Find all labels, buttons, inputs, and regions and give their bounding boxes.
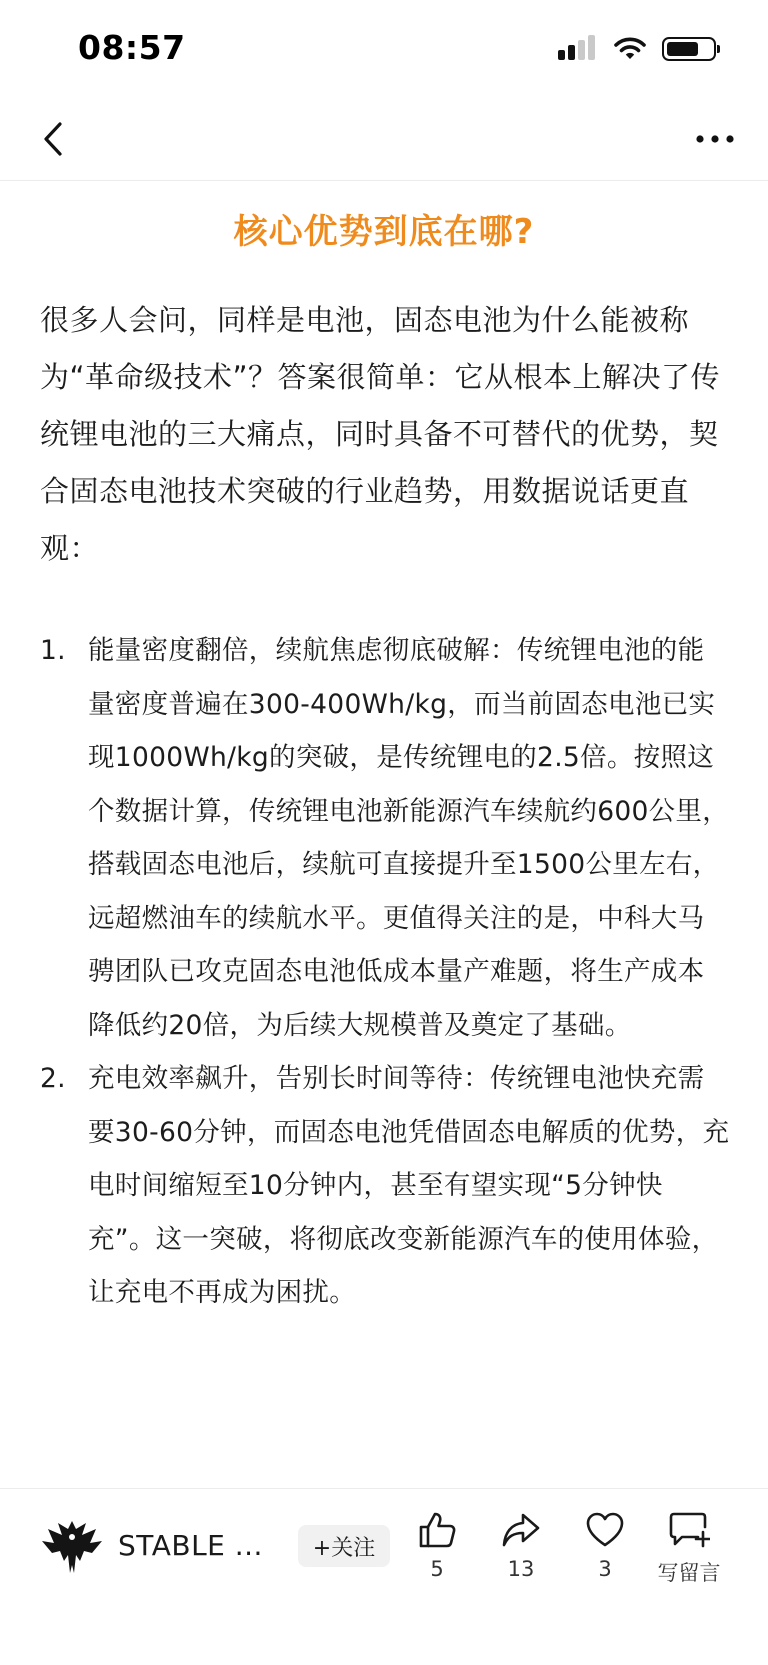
battery-icon — [662, 37, 716, 61]
cellular-signal-icon — [558, 36, 598, 62]
more-button[interactable] — [690, 114, 740, 164]
favorite-count: 3 — [598, 1557, 612, 1581]
status-icons — [558, 36, 716, 62]
article-section-title: 核心优势到底在哪? — [233, 212, 535, 252]
like-count: 5 — [430, 1557, 444, 1581]
heart-icon — [585, 1511, 625, 1549]
list-item-text: 充电效率飙升，告别长时间等待：传统锂电池快充需要30-60分钟，而固态电池凭借固态电解质的优势，充电时间缩短至10分钟内，甚至有望实现“5分钟快充”。这一突破，将彻底改变新能源汽车的使用体验，让充电不再成为困扰。 — [88, 1063, 730, 1308]
eagle-logo-icon — [40, 1515, 104, 1579]
nav-bar — [0, 100, 768, 181]
list-item — [0, 1052, 768, 1320]
list-item-number: 1. — [40, 635, 66, 666]
list-item-number: 2. — [40, 1063, 66, 1094]
favorite-button[interactable] — [565, 1511, 645, 1581]
author-avatar[interactable] — [40, 1515, 104, 1579]
thumbs-up-icon — [417, 1511, 457, 1549]
status-bar — [0, 0, 768, 100]
advantage-list — [0, 624, 768, 1320]
list-item-text: 能量密度翻倍，续航焦虑彻底破解：传统锂电池的能量密度普遍在300-400Wh/kg，而当前固态电池已实现1000Wh/kg的突破，是传统锂电的2.5倍。按照这个数据计算，传统锂电池新能源汽车续航约600公里，搭载固态电池后，续航可直接提升至1500公里左右，远超燃油车的续航水平。更值得关注的是，中科大马骋团队已攻克固态电池低成本量产难题，将生产成本降低约20倍，为后续大规模普及奠定了基础。 — [88, 635, 730, 1041]
more-dots-icon — [695, 134, 735, 144]
bottom-action-bar — [0, 1488, 768, 1665]
status-time: 08:57 — [78, 28, 186, 67]
list-item — [0, 624, 768, 1052]
article-intro-paragraph: 很多人会问，同样是电池，固态电池为什么能被称为“革命级技术”？答案很简单：它从根本上解决了传统锂电池的三大痛点，同时具备不可替代的优势，契合固态电池技术突破的行业趋势，用数据说话更直观： — [40, 303, 721, 565]
comment-add-icon — [668, 1511, 710, 1549]
like-button[interactable] — [397, 1511, 477, 1581]
follow-button[interactable]: +关注 — [298, 1525, 390, 1567]
write-comment-label: 写留言 — [657, 1561, 721, 1585]
back-button[interactable] — [28, 114, 78, 164]
share-count: 13 — [507, 1557, 535, 1581]
wifi-icon — [614, 37, 646, 61]
share-arrow-icon — [501, 1511, 541, 1549]
write-comment-button[interactable] — [649, 1511, 729, 1587]
share-button[interactable] — [481, 1511, 561, 1581]
author-name[interactable]: STABLE ... — [118, 1529, 263, 1562]
back-chevron-icon — [42, 121, 64, 157]
